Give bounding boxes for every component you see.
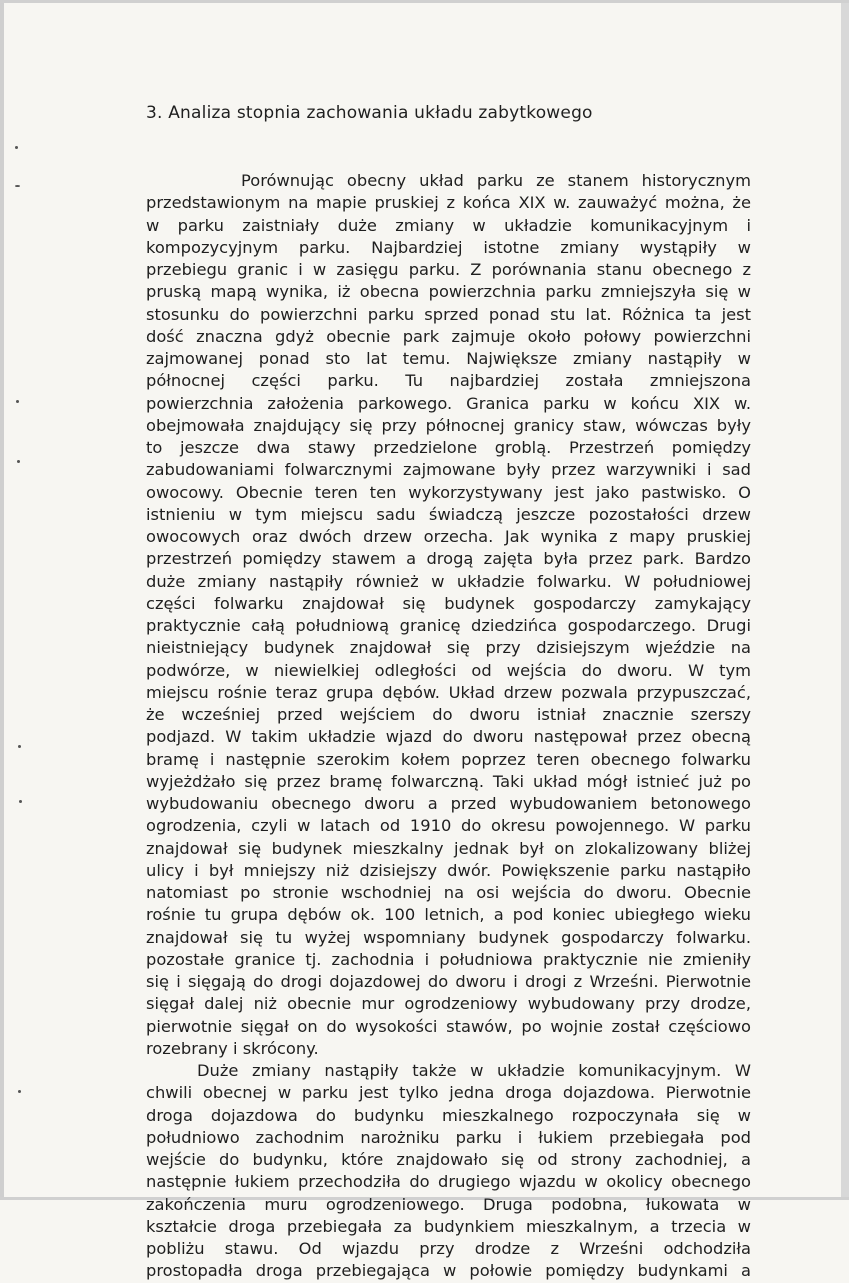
text-line: pruską mapą wynika, iż obecna powierzchnia parku zmniejszyła się w — [146, 282, 751, 302]
text-line: stosunku do powierzchni parku sprzed ponad stu lat. Różnica ta jest — [146, 304, 751, 324]
text-line: południowo zachodnim narożniku parku i łukiem przebiegała pod — [146, 1127, 751, 1147]
text-line: rośnie tu grupa dębów ok. 100 letnich, a pod koniec ubiegłego wieku — [146, 905, 751, 925]
text-line: droga dojazdowa do budynku mieszkalnego rozpoczynała się w — [146, 1105, 751, 1125]
text-line: się i sięgają do drogi dojazdowej do dworu i drogi z Wrześni. Pierwotnie — [146, 972, 751, 991]
text-line: rozebrany i skrócony. — [146, 1038, 319, 1058]
scan-speck — [16, 400, 19, 403]
text-line: wyjeżdżało się przez bramę folwarczną. Taki układ mógł istnieć już po — [146, 771, 751, 791]
text-line: kompozycyjnym parku. Najbardziej istotne zmiany wystąpiły w — [146, 237, 751, 257]
text-line: natomiast po stronie wschodniej na osi wejścia do dworu. Obecnie — [146, 883, 751, 902]
scan-border-top — [0, 0, 849, 3]
text-line: Porównując obecny układ parku ze stanem historycznym — [241, 171, 751, 190]
scan-speck — [15, 185, 20, 187]
text-line: sięgał dalej niż obecnie mur ogrodzeniowy wybudowany przy drodze, — [146, 994, 751, 1014]
text-line: przestrzeń pomiędzy stawem a drogą zajęta była przez park. Bardzo — [146, 549, 751, 569]
text-line: owocowy. Obecnie teren ten wykorzystywany jest jako pastwisko. O — [146, 482, 751, 502]
text-line: znajdował się budynek mieszkalny jednak był on zlokalizowany bliżej — [146, 838, 751, 858]
scan-border-left — [0, 0, 4, 1200]
scan-border-right — [841, 0, 849, 1200]
text-line: duże zmiany nastąpiły również w układzie folwarku. W południowej — [146, 571, 751, 591]
text-line: wejście do budynku, które znajdowało się od strony zachodniej, a — [146, 1150, 751, 1169]
scan-speck — [17, 460, 20, 463]
body-text — [146, 170, 751, 1283]
text-line: bramę i następnie szerokim kołem poprzez teren obecnego folwarku — [146, 749, 751, 769]
text-line: przedstawionym na mapie pruskiej z końca XIX w. zauważyć można, że — [146, 193, 751, 213]
text-line: północnej części parku. Tu najbardziej została zmniejszona — [146, 371, 751, 391]
scan-speck — [18, 745, 21, 748]
text-line: zakończenia muru ogrodzeniowego. Druga podobna, łukowata w — [146, 1194, 751, 1214]
text-line: zabudowaniami folwarcznymi zajmowane były przez warzywniki i sad — [146, 460, 751, 480]
text-line: w parku zaistniały duże zmiany w układzie komunikacyjnym i — [146, 215, 751, 235]
text-line: podjazd. W takim układzie wjazd do dworu następował przez obecną — [146, 727, 751, 747]
text-line: dość znaczna gdyż obecnie park zajmuje około połowy powierzchni — [146, 326, 751, 346]
text-line: nieistniejący budynek znajdował się przy dzisiejszym wjeździe na — [146, 638, 751, 658]
text-line: powierzchnia założenia parkowego. Granica parku w końcu XIX w. — [146, 393, 751, 413]
section-heading: 3. Analiza stopnia zachowania układu zabytkowego — [146, 103, 593, 123]
text-line: podwórze, w niewielkiej odległości od wejścia do dworu. W tym — [146, 660, 751, 680]
text-line: pozostałe granice tj. zachodnia i południowa praktycznie nie zmieniły — [146, 949, 751, 969]
text-line: kształcie droga przebiegała za budynkiem mieszkalnym, a trzecia w — [146, 1216, 751, 1236]
text-line: następnie łukiem przechodziła do drugiego wjazdu w okolicy obecnego — [146, 1172, 751, 1192]
text-line: pobliżu stawu. Od wjazdu przy drodze z Wrześni odchodziła — [146, 1239, 751, 1258]
scan-speck — [19, 800, 22, 803]
text-line: miejscu rośnie teraz grupa dębów. Układ drzew pozwala przypuszczać, — [146, 682, 751, 702]
text-line: pierwotnie sięgał on do wysokości stawów, po wojnie został częściowo — [146, 1016, 751, 1036]
text-line: istnieniu w tym miejscu sadu świadczą jeszcze pozostałości drzew — [146, 504, 751, 524]
text-line: owocowych oraz dwóch drzew orzecha. Jak wynika z mapy pruskiej — [146, 527, 751, 546]
text-line: to jeszcze dwa stawy przedzielone groblą. Przestrzeń pomiędzy — [146, 438, 751, 457]
text-line: obejmowała znajdujący się przy północnej granicy staw, wówczas były — [146, 415, 751, 435]
scan-speck — [18, 1090, 21, 1093]
text-line: praktycznie całą południową granicę dziedzińca gospodarczego. Drugi — [146, 616, 751, 635]
text-line: że wcześniej przed wejściem do dworu istniał znacznie szerszy — [146, 705, 751, 724]
text-line: prostopadła droga przebiegająca w połowie pomiędzy budynkami a — [146, 1261, 751, 1281]
text-line: części folwarku znajdował się budynek gospodarczy zamykający — [146, 593, 751, 613]
text-line: wybudowaniu obecnego dworu a przed wybudowaniem betonowego — [146, 794, 751, 813]
text-line: Duże zmiany nastąpiły także w układzie komunikacyjnym. W — [197, 1061, 751, 1080]
text-line: zajmowanej ponad sto lat temu. Największe zmiany nastąpiły w — [146, 349, 751, 368]
scan-speck — [15, 146, 18, 149]
text-line: znajdował się tu wyżej wspomniany budynek gospodarczy folwarku. — [146, 927, 751, 947]
text-line: ogrodzenia, czyli w latach od 1910 do okresu powojennego. W parku — [146, 816, 751, 836]
text-line: chwili obecnej w parku jest tylko jedna droga dojazdowa. Pierwotnie — [146, 1083, 751, 1103]
text-line: przebiegu granic i w zasięgu parku. Z porównania stanu obecnego z — [146, 260, 751, 279]
text-line: ulicy i był mniejszy niż dzisiejszy dwór. Powiększenie parku nastąpiło — [146, 860, 751, 880]
